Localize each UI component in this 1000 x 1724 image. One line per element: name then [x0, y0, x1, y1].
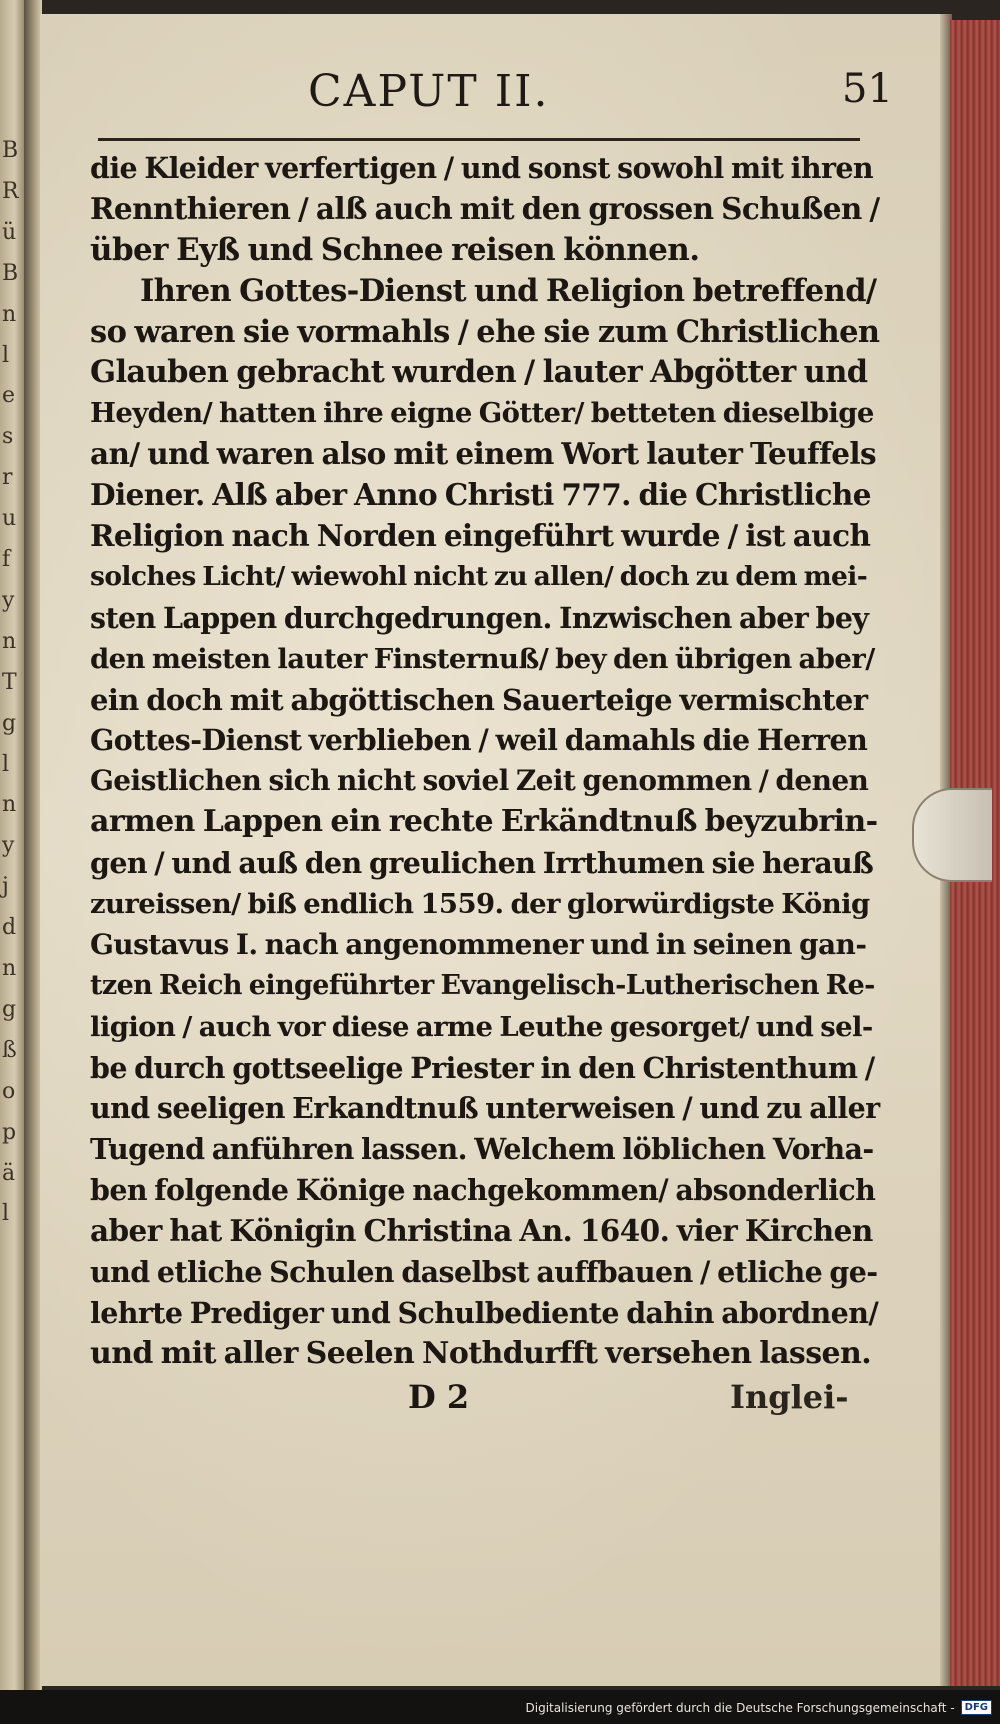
text-line: den meisten lauter Finsternuß/ bey den übrigen aber/ — [90, 642, 875, 675]
left-page-fragment: f — [2, 547, 11, 572]
page-number: 51 — [842, 66, 893, 112]
text-line: Glauben gebracht wurden / lauter Abgötter und — [90, 354, 868, 391]
left-page-fragment: o — [2, 1078, 16, 1104]
text-line: armen Lappen ein rechte Erkändtnuß beyzubrin- — [90, 804, 878, 840]
text-line: Diener. Alß aber Anno Christi 777. die Christliche — [90, 477, 871, 513]
thumb-tab — [912, 788, 992, 882]
text-line: ein doch mit abgöttischen Sauerteige vermischter — [90, 682, 868, 717]
text-line: tzen Reich eingeführter Evangelisch-Lutherischen Re- — [90, 969, 875, 1001]
dfg-logo-icon: DFG — [961, 1700, 992, 1715]
text-line: Religion nach Norden eingeführt wurde / ist auch — [90, 518, 871, 554]
left-page-fragment: g — [2, 996, 17, 1022]
left-page-fragment: j — [2, 874, 9, 900]
body-text — [90, 148, 880, 1375]
running-head: CAPUT II. — [308, 66, 550, 117]
text-line: solches Licht/ wiewohl nicht zu allen/ doch zu dem mei- — [90, 560, 868, 592]
header-rule — [98, 138, 860, 141]
left-page-fragment: ä — [2, 1160, 16, 1186]
text-line: an/ und waren also mit einem Wort lauter Teuffels — [90, 436, 876, 472]
text-line: ligion / auch vor diese arme Leuthe gesorget/ und sel- — [90, 1010, 873, 1043]
left-page-fragment: l — [2, 751, 10, 777]
catchword: Inglei- — [730, 1378, 849, 1416]
text-line: sten Lappen durchgedrungen. Inzwischen aber bey — [90, 600, 869, 635]
left-page-fragment: d — [2, 915, 17, 941]
left-page-fragment: ß — [2, 1037, 17, 1063]
book-page — [40, 14, 950, 1686]
text-line: Ihren Gottes-Dienst und Religion betreffend/ — [140, 272, 877, 309]
text-line: über Eyß und Schnee reisen können. — [90, 231, 700, 268]
text-line: die Kleider verfertigen / und sonst sowohl mit ihren — [90, 151, 874, 185]
text-line: Tugend anführen lassen. Welchem löblichen Vorha- — [90, 1132, 874, 1167]
footer-row — [90, 1378, 880, 1422]
left-page-fragment: B — [2, 260, 19, 286]
left-page-fragment: r — [2, 465, 13, 491]
left-page-fragment: R — [2, 178, 19, 204]
text-line: be durch gottseelige Priester in den Christenthum / — [90, 1050, 875, 1085]
digitization-credit — [526, 1700, 993, 1715]
left-page-fragment: s — [2, 424, 14, 450]
left-page-fragment: ü — [2, 219, 17, 245]
text-line: so waren sie vormahls / ehe sie zum Christlichen — [90, 313, 880, 350]
text-line: zureissen/ biß endlich 1559. der glorwürdigste König — [90, 888, 870, 921]
text-line: und seeligen Erkandtnuß unterweisen / und zu aller — [90, 1091, 880, 1126]
text-line: Heyden/ hatten ihre eigne Götter/ betteten dieselbige — [90, 397, 874, 430]
text-line: gen / und auß den greulichen Irrthumen sie herauß — [90, 846, 874, 881]
left-page-fragment: u — [2, 506, 17, 532]
text-line: ben folgende Könige nachgekommen/ absonderlich — [90, 1173, 876, 1208]
signature-mark: D 2 — [408, 1378, 470, 1416]
text-line: Gottes-Dienst verblieben / weil damahls die Herren — [90, 723, 868, 758]
left-page-fragment: B — [2, 138, 19, 163]
left-page-fragment: l — [2, 342, 10, 368]
text-line: Rennthieren / alß auch mit den grossen Schußen / — [90, 190, 880, 226]
credit-text: Digitalisierung gefördert durch die Deutsche Forschungsgemeinschaft - — [525, 1700, 955, 1715]
left-page-fragment: T — [2, 669, 17, 695]
left-page-fragment: n — [2, 956, 17, 981]
text-line: Gustavus I. nach angenommener und in seinen gan- — [90, 927, 867, 961]
left-page-fragment: e — [2, 383, 16, 409]
text-line: lehrte Prediger und Schulbediente dahin abordnen/ — [90, 1295, 879, 1330]
text-line: und etliche Schulen daselbst auffbauen / etliche ge- — [90, 1255, 878, 1290]
left-page-fragment: y — [2, 587, 15, 613]
left-page-strip — [0, 0, 24, 1690]
left-page-fragment: g — [2, 710, 17, 736]
left-page-fragment: n — [2, 792, 17, 818]
left-page-fragment: n — [2, 301, 17, 327]
left-page-fragment: l — [2, 1201, 10, 1227]
left-page-fragment: n — [2, 628, 17, 654]
left-page-fragment: y — [2, 833, 15, 859]
text-line: und mit aller Seelen Nothdurfft versehen lassen. — [90, 1335, 872, 1371]
text-line: Geistlichen sich nicht soviel Zeit genommen / denen — [90, 764, 869, 798]
left-page-fragment: p — [2, 1119, 17, 1145]
text-line: aber hat Königin Christina An. 1640. vier Kirchen — [90, 1213, 873, 1249]
